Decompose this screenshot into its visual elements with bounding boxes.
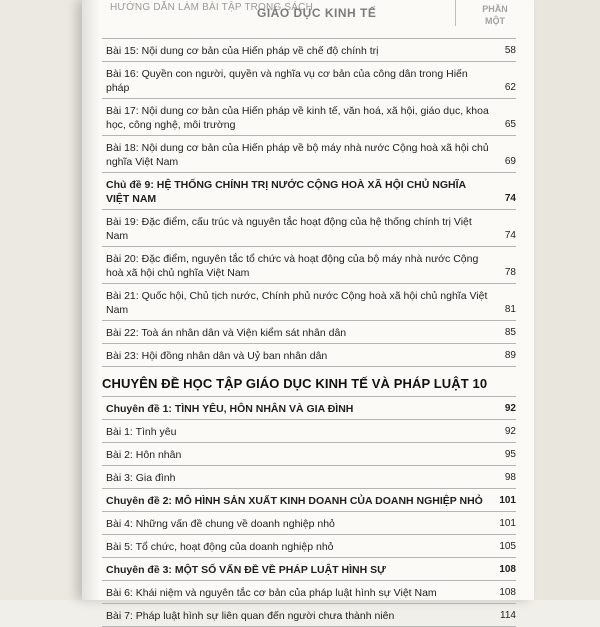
toc-entry-page: 92 xyxy=(504,403,516,414)
toc-lesson-entry xyxy=(102,512,516,535)
toc-entry-page: 65 xyxy=(504,119,516,130)
toc-entry-page: 95 xyxy=(504,449,516,460)
background-surface xyxy=(534,0,600,600)
running-header-text: HƯỚNG DẪN LÀM BÀI TẬP TRONG SÁCH xyxy=(110,2,313,13)
toc-top-list xyxy=(102,38,516,367)
part-label-line-1: PHẦN xyxy=(482,4,508,14)
toc-entry-title: Bài 23: Hội đồng nhân dân và Uỷ ban nhân dân xyxy=(106,350,328,362)
toc-entry-title: Chủ đề 9: HỆ THỐNG CHÍNH TRỊ NƯỚC CỘNG HOÀ XÃ HỘI CHỦ NGHĨA VIỆT NAM xyxy=(106,179,466,205)
toc-entry-title: Bài 19: Đặc điểm, cấu trúc và nguyên tắc hoạt động của hệ thống chính trị Việt Nam xyxy=(106,216,472,242)
toc-entry-page: 92 xyxy=(504,426,516,437)
toc-chapter-entry xyxy=(102,397,516,420)
toc-entry-title: Chuyên đề 1: TÌNH YÊU, HÔN NHÂN VÀ GIA ĐÌNH xyxy=(106,403,354,415)
toc-entry-title: Bài 16: Quyền con người, quyền và nghĩa vụ cơ bản của công dân trong Hiến pháp xyxy=(106,68,468,94)
toc-entry-title: Bài 20: Đặc điểm, nguyên tắc tổ chức và hoạt động của bộ máy nhà nước Cộng hoà xã hội chủ nghĩa Việt Nam xyxy=(106,253,479,279)
toc-lesson-entry xyxy=(102,535,516,558)
toc-entry-title: Bài 22: Toà án nhân dân và Viện kiểm sát nhân dân xyxy=(106,327,347,339)
toc-entry-title: Chuyên đề 3: MỘT SỐ VẤN ĐỀ VỀ PHÁP LUẬT HÌNH SỰ xyxy=(106,564,386,576)
toc-lesson-entry xyxy=(102,344,516,367)
toc-entry-page: 81 xyxy=(504,304,516,315)
toc-bottom-list xyxy=(102,396,516,627)
table-of-contents xyxy=(102,38,516,627)
part-label-box xyxy=(455,0,534,26)
toc-entry-page: 74 xyxy=(504,193,516,204)
toc-entry-title: Bài 7: Pháp luật hình sự liên quan đến người chưa thành niên xyxy=(106,610,395,622)
toc-entry-title: Bài 4: Những vấn đề chung về doanh nghiệp nhỏ xyxy=(106,518,335,530)
toc-entry-page: 108 xyxy=(499,587,516,598)
toc-lesson-entry xyxy=(102,443,516,466)
toc-lesson-entry xyxy=(102,581,516,604)
toc-chapter-entry xyxy=(102,173,516,210)
toc-entry-title: Bài 2: Hôn nhân xyxy=(106,449,182,461)
section-title: CHUYÊN ĐỀ HỌC TẬP GIÁO DỤC KINH TẾ VÀ PHÁP LUẬT 10 xyxy=(102,376,488,391)
toc-entry-page: 98 xyxy=(504,472,516,483)
toc-entry-page: 74 xyxy=(504,230,516,241)
toc-lesson-entry xyxy=(102,99,516,136)
toc-lesson-entry xyxy=(102,284,516,321)
toc-entry-page: 78 xyxy=(504,267,516,278)
toc-entry-title: Bài 5: Tổ chức, hoạt động của doanh nghiệp nhỏ xyxy=(106,541,334,553)
toc-entry-title: Bài 21: Quốc hội, Chủ tịch nước, Chính phủ nước Cộng hoà xã hội chủ nghĩa Việt Nam xyxy=(106,290,488,316)
toc-entry-page: 89 xyxy=(504,350,516,361)
toc-entry-title: Chuyên đề 2: MÔ HÌNH SẢN XUẤT KINH DOANH CỦA DOANH NGHIỆP NHỎ xyxy=(106,495,483,507)
toc-lesson-entry xyxy=(102,466,516,489)
toc-lesson-entry xyxy=(102,210,516,247)
facing-page-edge xyxy=(0,0,82,600)
toc-lesson-entry xyxy=(102,62,516,99)
toc-lesson-entry xyxy=(102,321,516,344)
toc-lesson-entry xyxy=(102,39,516,62)
toc-entry-title: Bài 3: Gia đình xyxy=(106,472,176,484)
toc-entry-page: 114 xyxy=(500,610,516,621)
toc-entry-title: Bài 17: Nội dung cơ bản của Hiến pháp về kinh tế, văn hoá, xã hội, giáo dục, khoa học, công nghệ, môi trường xyxy=(106,105,489,131)
toc-entry-title: Bài 1: Tình yêu xyxy=(106,426,177,438)
toc-entry-page: 101 xyxy=(499,518,516,529)
book-title: GIÁO DỤC KINH TẾ xyxy=(257,6,377,20)
toc-entry-page: 105 xyxy=(499,541,516,552)
toc-entry-page: 101 xyxy=(499,495,516,506)
running-header xyxy=(82,0,534,26)
toc-entry-page: 108 xyxy=(499,564,516,575)
toc-entry-title: Bài 15: Nội dung cơ bản của Hiến pháp về chế độ chính trị xyxy=(106,45,379,57)
toc-entry-title: Bài 18: Nội dung cơ bản của Hiến pháp về bộ máy nhà nước Cộng hoà xã hội chủ nghĩa Việt Nam xyxy=(106,142,489,168)
toc-chapter-entry xyxy=(102,558,516,581)
toc-entry-title: Bài 6: Khái niệm và nguyên tắc cơ bản của pháp luật hình sự Việt Nam xyxy=(106,587,437,599)
toc-lesson-entry xyxy=(102,136,516,173)
toc-entry-page: 62 xyxy=(504,82,516,93)
toc-chapter-entry xyxy=(102,489,516,512)
toc-entry-page: 58 xyxy=(504,45,516,56)
toc-lesson-entry xyxy=(102,420,516,443)
part-label-line-2: MỘT xyxy=(485,16,505,26)
toc-entry-page: 69 xyxy=(504,156,516,167)
toc-entry-page: 85 xyxy=(504,327,516,338)
toc-lesson-entry xyxy=(102,247,516,284)
toc-lesson-entry xyxy=(102,604,516,627)
